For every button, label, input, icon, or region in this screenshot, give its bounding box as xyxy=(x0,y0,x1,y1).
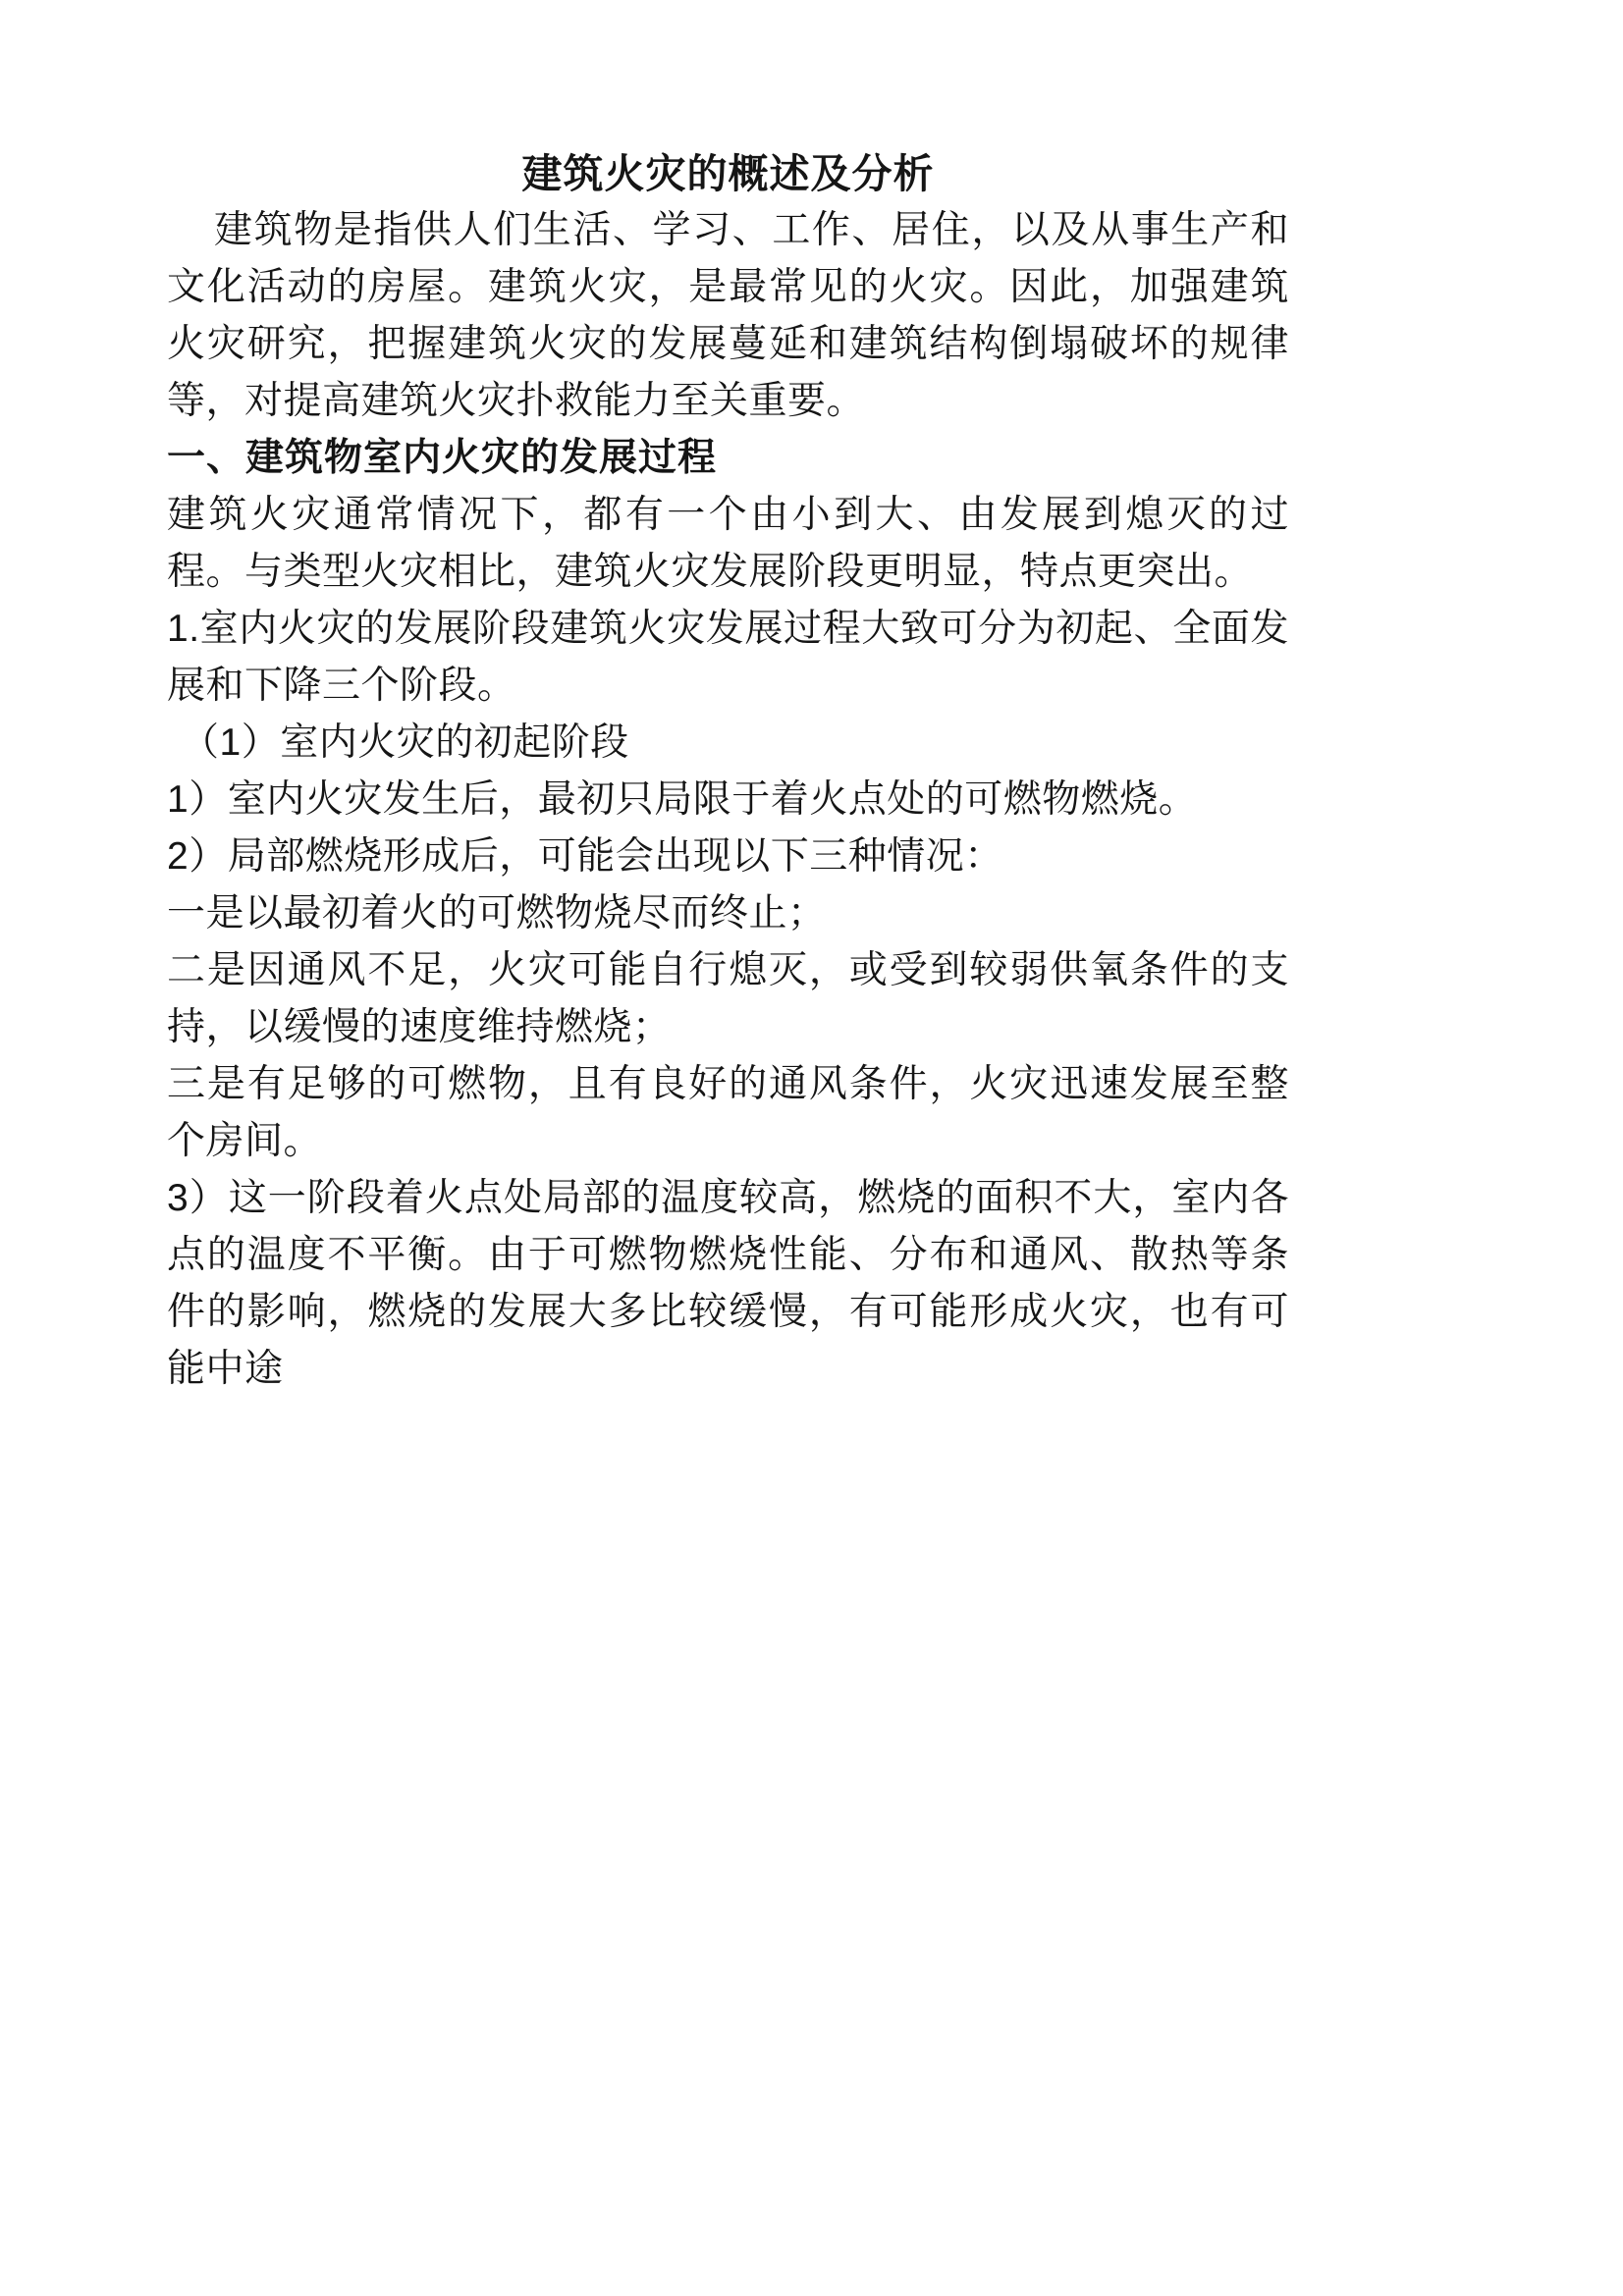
paragraph: 2）局部燃烧形成后，可能会出现以下三种情况： xyxy=(167,835,1003,878)
paragraph: 1）室内火灾发生后，最初只局限于着火点处的可燃物燃烧。 xyxy=(167,778,1198,821)
paragraph: 二是因通风不足，火灾可能自行熄灭，或受到较弱供氧条件的支持，以缓慢的速度维持燃烧； xyxy=(167,949,1289,1048)
paragraph-subheading: （1）室内火灾的初起阶段 xyxy=(181,721,629,764)
paragraph: 三是有足够的可燃物，且有良好的通风条件，火灾迅速发展至整个房间。 xyxy=(167,1063,1289,1162)
paragraph: 1.室内火灾的发展阶段建筑火灾发展过程大致可分为初起、全面发展和下降三个阶段。 xyxy=(167,608,1289,707)
paragraph: 建筑火灾通常情况下，都有一个由小到大、由发展到熄灭的过程。与类型火灾相比，建筑火灾发展阶段更明显，特点更突出。 xyxy=(167,494,1289,593)
paragraph-intro: 建筑物是指供人们生活、学习、工作、居住，以及从事生产和文化活动的房屋。建筑火灾，是最常见的火灾。因此，加强建筑火灾研究，把握建筑火灾的发展蔓延和建筑结构倒塌破坏的规律等，对提高建筑火灾扑救能力至关重要。 xyxy=(167,209,1289,422)
paragraph: 一是以最初着火的可燃物烧尽而终止； xyxy=(167,892,827,934)
paragraph: 3）这一阶段着火点处局部的温度较高，燃烧的面积不大，室内各点的温度不平衡。由于可燃物燃烧性能、分布和通风、散热等条件的影响，燃烧的发展大多比较缓慢，有可能形成火灾，也有可能中途 xyxy=(167,1177,1289,1390)
section-heading-1: 一、建筑物室内火灾的发展过程 xyxy=(167,437,718,479)
doc-title: 建筑火灾的概述及分析 xyxy=(521,151,935,196)
